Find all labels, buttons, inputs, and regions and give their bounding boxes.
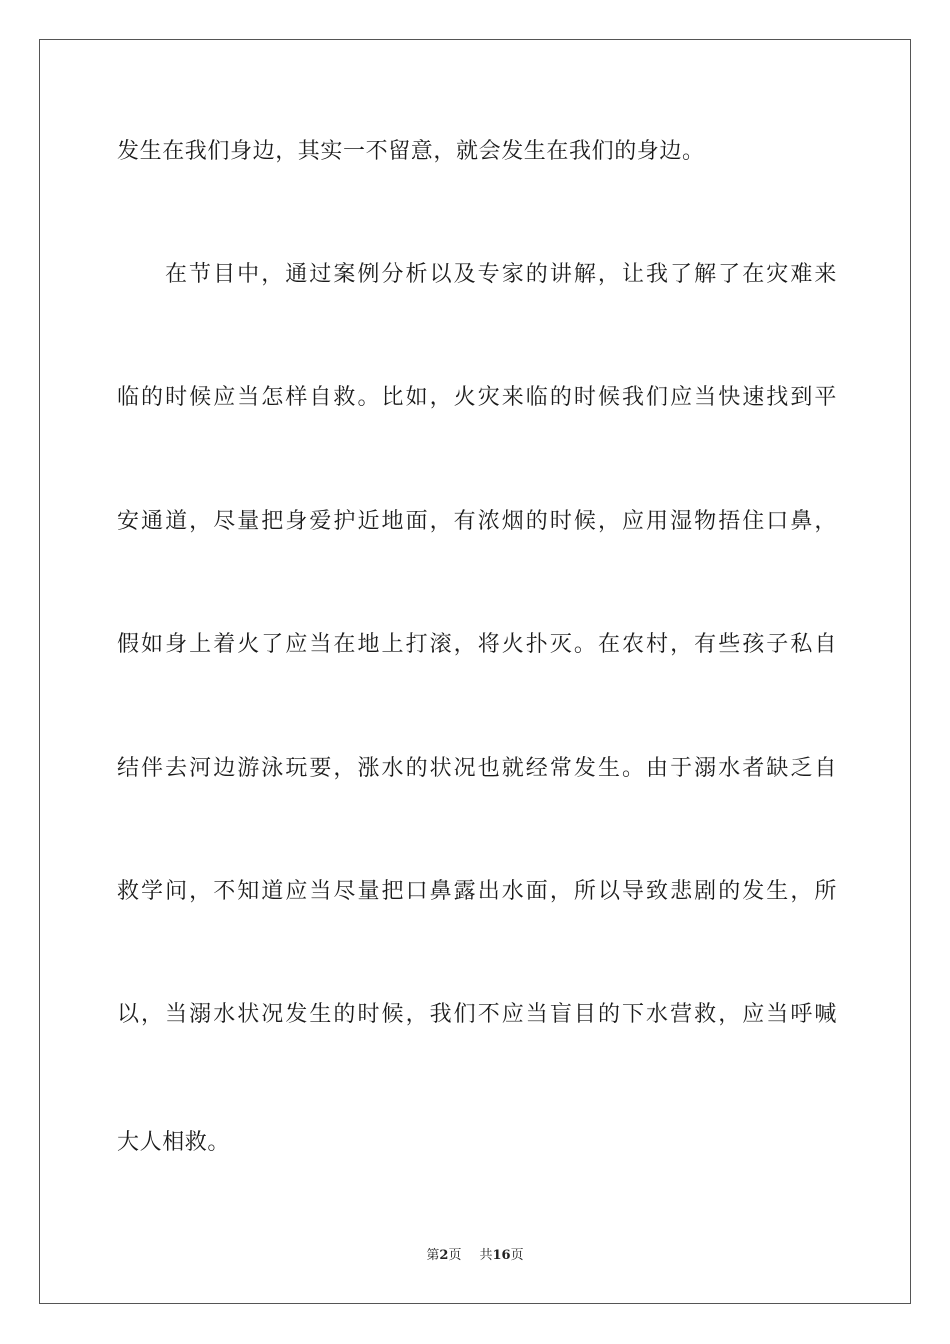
- paragraph-line: 发生在我们身边，其实一不留意，就会发生在我们的身边。: [117, 139, 705, 164]
- total-suffix: 页: [510, 1248, 524, 1263]
- paragraph-line: 假如身上着火了应当在地上打滚，将火扑灭。在农村，有些孩子私自: [117, 632, 837, 657]
- paragraph-line: 以，当溺水状况发生的时候，我们不应当盲目的下水营救，应当呼喊: [117, 1002, 837, 1027]
- page-number: 2: [439, 1248, 449, 1263]
- total-pages: 16: [492, 1248, 511, 1263]
- page-border: [39, 39, 911, 1304]
- page-suffix: 页: [448, 1248, 462, 1263]
- total-prefix: 共: [479, 1248, 493, 1263]
- paragraph-line: 结伴去河边游泳玩要，涨水的状况也就经常发生。由于溺水者缺乏自: [117, 756, 837, 781]
- paragraph-line: 救学问，不知道应当尽量把口鼻露出水面，所以导致悲剧的发生，所: [117, 879, 837, 904]
- paragraph-line: 大人相救。: [117, 1130, 231, 1155]
- paragraph-line: 临的时候应当怎样自救。比如，火灾来临的时候我们应当快速找到平: [117, 385, 837, 410]
- paragraph-line: 在节目中，通过案例分析以及专家的讲解，让我了解了在灾难来: [165, 262, 837, 287]
- page-prefix: 第: [426, 1248, 440, 1263]
- paragraph-line: 安通道，尽量把身爱护近地面，有浓烟的时候，应用湿物捂住口鼻，: [117, 509, 837, 534]
- page-footer: [0, 1248, 950, 1264]
